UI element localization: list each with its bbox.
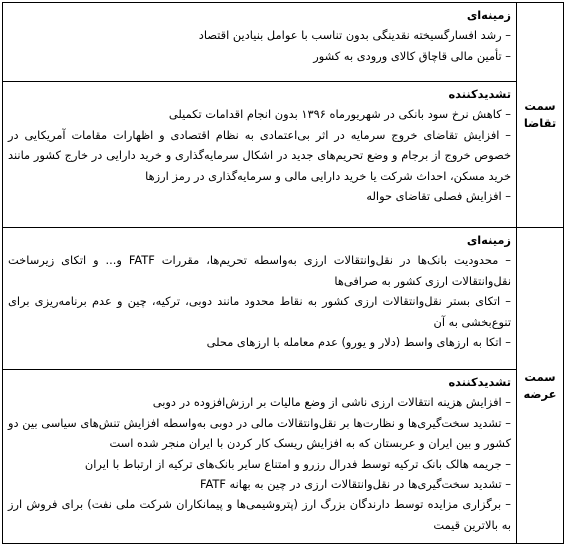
table-row-supply-intensifying — [3, 370, 564, 544]
list-item: – رشد افسارگسیخته نقدینگی بدون تناسب با عوامل بنیادین اقتصاد — [198, 28, 511, 43]
list-item: – برگزاری مزایده توسط دارندگان بزرگ ارز (پتروشیمی‌ها و پیمانکاران شرکت ملی نفت) برای فروش ارز به بالاترین قیمت — [8, 497, 511, 532]
supply-side-label-line2: عرضه — [523, 386, 557, 401]
factors-table — [2, 2, 564, 544]
supply-side-cell — [517, 228, 564, 544]
demand-side-label-line1: سمت — [524, 99, 556, 113]
supply-background-cell — [3, 228, 517, 370]
section-header: زمینه‌ای — [466, 233, 511, 247]
demand-side-label-line2: تقاضا — [523, 116, 557, 130]
list-item: – اتکای بستر نقل‌وانتقالات ارزی کشور به نقاط محدود مانند دوبی، ترکیه، چین و عدم برنامه‌ریزی برای تنوع‌بخشی به آن — [8, 294, 511, 329]
supply-side-label-line1: سمت — [524, 369, 556, 384]
section-header: تشدیدکننده — [448, 375, 511, 389]
table-row-demand — [3, 3, 564, 82]
list-item: – تشدید سخت‌گیری‌ها در نقل‌وانتقالات ارزی در چین به بهانه FATF — [199, 477, 511, 492]
section-header: زمینه‌ای — [466, 8, 511, 22]
table-row-demand-intensifying — [3, 82, 564, 228]
demand-side-cell — [517, 3, 564, 228]
supply-intensifying-cell — [3, 370, 517, 544]
list-item: – افزایش هزینه انتقالات ارزی ناشی از وضع مالیات بر ارزش‌افزوده در دوبی — [152, 395, 511, 410]
list-item: – تأمین مالی قاچاق کالای ورودی به کشور — [313, 48, 511, 63]
list-item: – افزایش تقاضای خروج سرمایه در اثر بی‌اعتمادی به نظام اقتصادی و اظهارات مقامات آمریکایی در خصوص خروج از برجام و وضع تحریم‌های جدید در اشکال سرمایه‌گذاری و خرید دارایی در خارج کشور مانند خرید مسکن، احداث شرکت یا خرید دارایی مالی و سرمایه‌گذاری در رمز ارزها — [8, 127, 511, 183]
demand-intensifying-cell — [3, 82, 517, 228]
list-item: – جریمه هالک بانک ترکیه توسط فدرال رزرو و امتناع سایر بانک‌های ترکیه از ارتباط با ایران — [84, 456, 511, 471]
demand-background-cell — [3, 3, 517, 82]
table-row-supply — [3, 228, 564, 370]
list-item: – کاهش نرخ سود بانکی در شهریورماه ۱۳۹۶ بدون انجام اقدامات تکمیلی — [168, 107, 511, 122]
section-header: تشدیدکننده — [448, 87, 511, 101]
list-item: – محدودیت بانک‌ها در نقل‌وانتقالات ارزی به‌واسطه تحریم‌ها، مقررات FATF و... و اتکای زیرساخت نقل‌وانتقالات ارزی کشور به صرافی‌ها — [8, 253, 511, 288]
list-item: – افزایش فصلی تقاضای حواله — [366, 189, 511, 204]
list-item: – تشدید سخت‌گیری‌ها و نظارت‌ها بر نقل‌وانتقالات مالی در دوبی به‌واسطه افزایش تنش‌های سیاسی بین دو کشور و بین ایران و عربستان که به افزایش ریسک کار کردن با ایران منجر شده است — [8, 415, 511, 451]
list-item: – اتکا به ارزهای واسط (دلار و یورو) عدم معامله با ارزهای محلی — [206, 335, 511, 350]
